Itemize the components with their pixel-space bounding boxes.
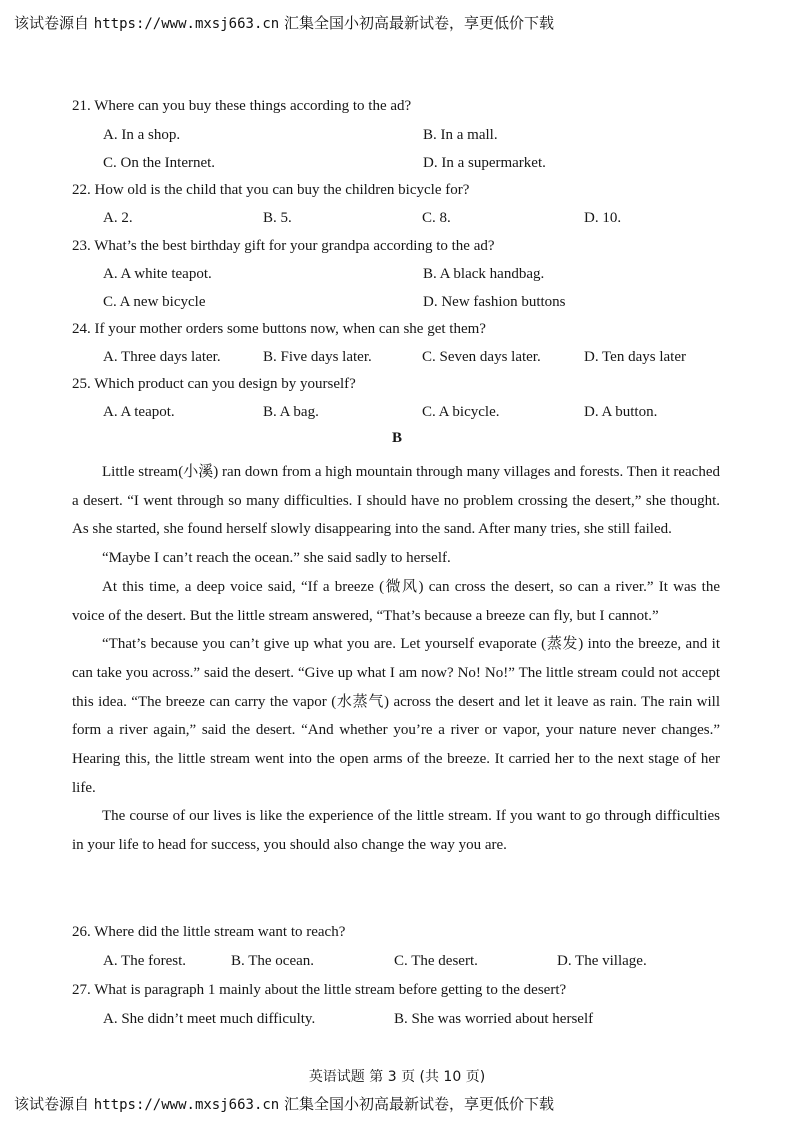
option: B. A black handbag.: [423, 266, 545, 282]
question-21: 21. Where can you buy these things according to the ad?: [72, 98, 412, 114]
option: A. She didn’t meet much difficulty.: [103, 1011, 316, 1027]
option: A. The forest.: [103, 953, 187, 969]
section-heading: B: [391, 430, 402, 446]
passage-paragraph: “That’s because you can’t give up what you are. Let yourself evaporate (蒸发) into the breeze, and it can take you across.” said the desert. “Give up what I am now? No! No!” The little stream could not accept this idea. “The breeze can carry the vapor (水蒸气) across the desert and let it leave as rain. The rain will form a river again,” said the desert. “And whether you’re a river or vapor, your nature never changes.” Hearing this, the little stream went into the open arms of the breeze. It carried her to the next stage of her life.: [72, 636, 720, 796]
option: D. New fashion buttons: [423, 294, 566, 310]
question-26: 26. Where did the little stream want to reach?: [72, 924, 346, 940]
option: C. Seven days later.: [422, 349, 541, 365]
question-23: 23. What’s the best birthday gift for your grandpa according to the ad?: [72, 238, 495, 254]
question-25: 25. Which product can you design by yourself?: [72, 376, 356, 392]
source-prefix: 该试卷源自: [14, 14, 90, 32]
source-suffix: 汇集全国小初高最新试卷，享更低价下载: [284, 1095, 555, 1113]
source-banner-top: [14, 12, 554, 33]
question-24: 24. If your mother orders some buttons now, when can she get them?: [72, 321, 486, 337]
option: B. A bag.: [263, 404, 319, 420]
option: B. Five days later.: [263, 349, 372, 365]
option: C. A bicycle.: [422, 404, 500, 420]
passage-paragraph: At this time, a deep voice said, “If a breeze (微风) can cross the desert, so can a river.” It was the voice of the desert. But the little stream answered, “That’s because a breeze can fly, but I cannot.”: [72, 578, 720, 624]
passage-paragraph: “Maybe I can’t reach the ocean.” she said sadly to herself.: [102, 550, 451, 567]
option: C. The desert.: [394, 953, 478, 969]
option: D. A button.: [584, 404, 658, 420]
option: D. In a supermarket.: [423, 155, 546, 171]
option: B. She was worried about herself: [394, 1011, 594, 1027]
source-banner-bottom: [14, 1093, 554, 1114]
option: A. Three days later.: [103, 349, 221, 365]
question-22: 22. How old is the child that you can buy the children bicycle for?: [72, 182, 470, 198]
option: C. A new bicycle: [103, 294, 206, 310]
passage-paragraph: The course of our lives is like the experience of the little stream. If you want to go through difficulties in your life to head for success, you should also change the way you are.: [72, 808, 720, 854]
option: A. In a shop.: [103, 127, 181, 143]
option: A. A teapot.: [103, 404, 175, 420]
source-suffix: 汇集全国小初高最新试卷，享更低价下载: [284, 14, 555, 32]
source-url[interactable]: https://www.mxsj663.cn: [93, 16, 280, 32]
question-27: 27. What is paragraph 1 mainly about the little stream before getting to the desert?: [72, 982, 567, 998]
option: D. Ten days later: [584, 349, 686, 365]
option: D. 10.: [584, 210, 622, 226]
source-url[interactable]: https://www.mxsj663.cn: [93, 1097, 280, 1113]
option: D. The village.: [557, 953, 647, 969]
option: C. 8.: [422, 210, 451, 226]
option: C. On the Internet.: [103, 155, 216, 171]
page-footer: 英语试题 第 3 页 (共 10 页): [308, 1069, 486, 1085]
option: A. A white teapot.: [103, 266, 212, 282]
source-prefix: 该试卷源自: [14, 1095, 90, 1113]
option: A. 2.: [103, 210, 133, 226]
option: B. The ocean.: [231, 953, 315, 969]
option: B. 5.: [263, 210, 292, 226]
passage-paragraph: Little stream(小溪) ran down from a high mountain through many villages and forests. Then it reached a desert. “I went through so many difficulties. I should have no problem crossing the desert,” she thought. As she started, she found herself slowly disappearing into the sand. After many tries, she still failed.: [72, 464, 720, 538]
option: B. In a mall.: [423, 127, 498, 143]
reading-passage: [72, 458, 720, 860]
